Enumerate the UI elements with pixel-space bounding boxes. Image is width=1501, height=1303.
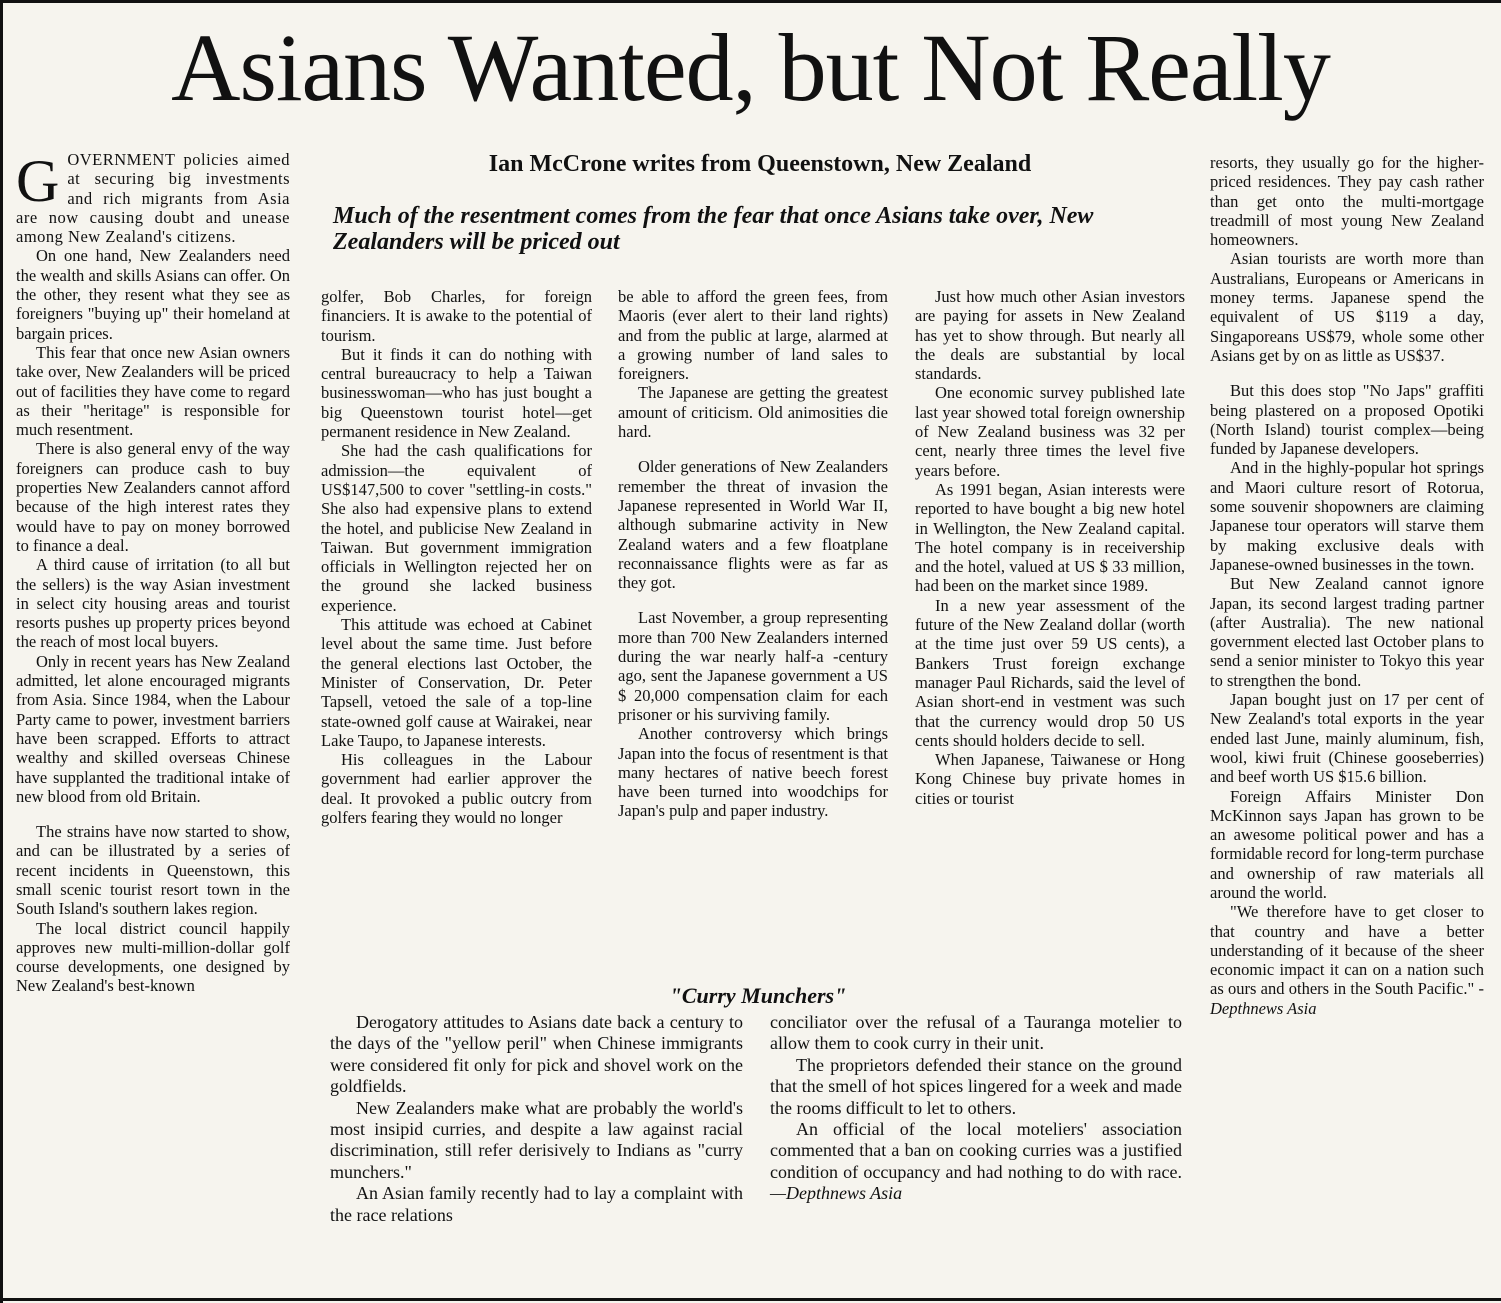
paragraph: His colleagues in the Labour government had earlier approver the deal. It provoked a public outcry from golfers fearing they would no longer	[321, 750, 592, 828]
closing-quote: "We therefore have to get closer to that country and have a better understanding of it because of the sheer economic impact it can on a nation such as ours and others in the South Pacific."	[1210, 902, 1484, 999]
paragraph: The local district council happily approves new multi-million-dollar golf course developments, one designed by New Zealand's best-known	[16, 918, 290, 996]
paragraph: golfer, Bob Charles, for foreign financiers. It is awake to the potential of tourism.	[321, 287, 592, 345]
paragraph: But it finds it can do nothing with central bureaucracy to help a Taiwan businesswoman—who has just bought a big Queenstown tourist hotel—get permanent residence in New Zealand.	[321, 344, 592, 442]
paragraph: Derogatory attitudes to Asians date back a century to the days of the "yellow peril" when Chinese immigrants were considered fit only for pick and shovel work on the goldfields.	[330, 1012, 743, 1097]
closing-paragraph	[770, 1119, 1182, 1205]
paragraph: This fear that once new Asian owners take over, New Zealanders will be priced out of facilities they have come to regard as their "heritage" is responsible for much resentment.	[16, 342, 290, 440]
bottom-rule	[0, 1298, 1501, 1301]
column-2	[321, 287, 592, 827]
paragraph: Another controversy which brings Japan into the focus of resentment is that many hectares of native beech forest have been turned into woodchips for Japan's pulp and paper industry.	[618, 724, 888, 821]
paragraph: But this does stop "No Japs" graffiti being plastered on a proposed Opotiki (North Island) tourist complex—being funded by Japanese developers.	[1210, 381, 1484, 459]
top-rule	[0, 0, 1501, 3]
paragraph: One economic survey published late last year showed total foreign ownership of New Zealand business was 32 per cent, nearly three times the level five years before.	[915, 383, 1185, 480]
signature: -Depthnews Asia	[1210, 979, 1485, 1018]
paragraph: Asian tourists are worth more than Australians, Europeans or Americans in money terms. Japanese spend the equivalent of US $119 a day, Singaporeans US$79, whole some other Asians get by on as little as US$37.	[1210, 249, 1484, 365]
paragraph: A third cause of irritation (to all but the sellers) is the way Asian investment in select city housing areas and tourist resorts pushes up property prices beyond the reach of most local buyers.	[16, 555, 290, 652]
paragraph: The strains have now started to show, and can be illustrated by a series of recent incidents in Queenstown, this small scenic tourist resort town in the South Island's southern lakes region.	[16, 822, 290, 919]
paragraph: The Japanese are getting the greatest amount of criticism. Old animosities die hard.	[618, 383, 888, 442]
paragraph: be able to afford the green fees, from Maoris (ever alert to their land rights) and from the public at large, alarmed at a growing number of land sales to foreigners.	[618, 287, 888, 384]
lead-paragraph	[16, 150, 290, 246]
headline: Asians Wanted, but Not Really	[171, 14, 1330, 121]
paragraph: She had the cash qualifications for admission—the equivalent of US$147,500 to cover "settling-in costs." She also had expensive plans to extend the hotel, and publicise New Zealand in Taiwan. But government immigration officials in Wellington rejected her on the ground she lacked business experience.	[321, 441, 592, 615]
paragraph: In a new year assessment of the future of the New Zealand dollar (worth at the time just over 59 US cents), a Bankers Trust foreign exchange manager Paul Richards, said the level of Asian short-end in vestment was such that the currency would drop 50 US cents should holders decide to sell.	[915, 595, 1185, 750]
paragraph: Last November, a group representing more than 700 New Zealanders interned during the war nearly half-a -century ago, sent the Japanese government a US $ 20,000 compensation claim for each prisoner or his surviving family.	[618, 608, 888, 724]
paragraph: Japan bought just on 17 per cent of New Zealand's total exports in the year ended last June, mainly aluminum, fish, wool, kiwi fruit (Chinese gooseberries) and beef worth US $15.6 billion.	[1210, 690, 1484, 787]
paragraph: On one hand, New Zealanders need the wealth and skills Asians can offer. On the other, they resent what they see as foreigners "buying up" their homeland at bargain prices.	[16, 246, 290, 343]
column-1	[16, 150, 290, 996]
drop-cap: G	[16, 148, 60, 214]
lead-text: OVERNMENT policies aimed at securing big investments and rich migrants from Asia are now causing doubt and unease among New Zealand's citizens.	[16, 150, 290, 247]
paragraph: Just how much other Asian investors are paying for assets in New Zealand has yet to show through. But nearly all the deals are substantial by local standards.	[915, 287, 1185, 384]
paragraph: New Zealanders make what are probably the world's most insipid curries, and despite a law against racial discrimination, still refer derisively to Indians as "curry munchers."	[330, 1097, 743, 1182]
curry-column-2	[770, 1012, 1182, 1205]
paragraph: And in the highly-popular hot springs and Maori culture resort of Rotorua, some souvenir shopowners are claiming Japanese tour operators will starve them by making exclusive deals with Japanese-owned businesses in the town.	[1210, 458, 1484, 574]
closing-paragraph	[1210, 902, 1484, 1018]
signature: —Depthnews Asia	[770, 1183, 903, 1204]
deck: Much of the resentment comes from the fear that once Asians take over, New Zealanders will be priced out	[333, 203, 1094, 255]
paragraph: The proprietors defended their stance on the ground that the smell of hot spices lingered for a week and made the rooms difficult to let to others.	[770, 1054, 1182, 1118]
column-4	[915, 287, 1185, 808]
paragraph: This attitude was echoed at Cabinet level about the same time. Just before the general elections last October, the Minister of Conservation, Dr. Peter Tapsell, vetoed the sale of a top-line state-owned golf cause at Wairakei, near Lake Taupo, to Japanese interests.	[321, 615, 592, 750]
paragraph: As 1991 began, Asian interests were reported to have bought a big new hotel in Wellington, the New Zealand capital. The hotel company is in receivership and the hotel, valued at US $ 33 million, had been on the market since 1989.	[915, 479, 1185, 596]
paragraph: But New Zealand cannot ignore Japan, its second largest trading partner (after Australia). The new national government elected last October plans to send a senior minister to Tokyo this year to strengthen the bond.	[1210, 574, 1484, 690]
column-3	[618, 287, 888, 821]
curry-column-1	[330, 1012, 743, 1226]
paragraph: Only in recent years has New Zealand admitted, let alone encouraged migrants from Asia. Since 1984, when the Labour Party came to power, investment barriers have been scrapped. Efforts to attract wealthy and skilled overseas Chinese have supplanted the traditional intake of new blood from old Britain.	[16, 651, 290, 806]
paragraph: Older generations of New Zealanders remember the threat of invasion the Japanese represented in World War II, although submarine activity in New Zealand waters and a few floatplane reconnaissance flights were as far as they got.	[618, 457, 888, 593]
paragraph: There is also general envy of the way foreigners can produce cash to buy properties New Zealanders cannot afford because of the high interest rates they would have to pay on money borrowed to finance a deal.	[16, 439, 290, 555]
paragraph: Foreign Affairs Minister Don McKinnon says Japan has grown to be an awesome political power and has a formidable record for long-term purchase and ownership of raw materials all around the world.	[1210, 786, 1484, 902]
paragraph: When Japanese, Taiwanese or Hong Kong Chinese buy private homes in cities or tourist	[915, 750, 1185, 808]
paragraph: resorts, they usually go for the higher-priced residences. They pay cash rather than get onto the multi-mortgage treadmill of most young New Zealand homeowners.	[1210, 153, 1484, 250]
closing-text: An official of the local moteliers' association commented that a ban on cooking curries was a justified condition of occupancy and had nothing to do with race.	[770, 1119, 1182, 1182]
byline: Ian McCrone writes from Queenstown, New Zealand	[488, 151, 1032, 177]
paragraph: conciliator over the refusal of a Tauranga motelier to allow them to cook curry in their unit.	[770, 1012, 1182, 1054]
column-5	[1210, 153, 1484, 1018]
section-subhead: "Curry Munchers"	[669, 983, 847, 1008]
left-rule	[0, 0, 3, 1303]
paragraph: An Asian family recently had to lay a complaint with the race relations	[330, 1183, 743, 1225]
